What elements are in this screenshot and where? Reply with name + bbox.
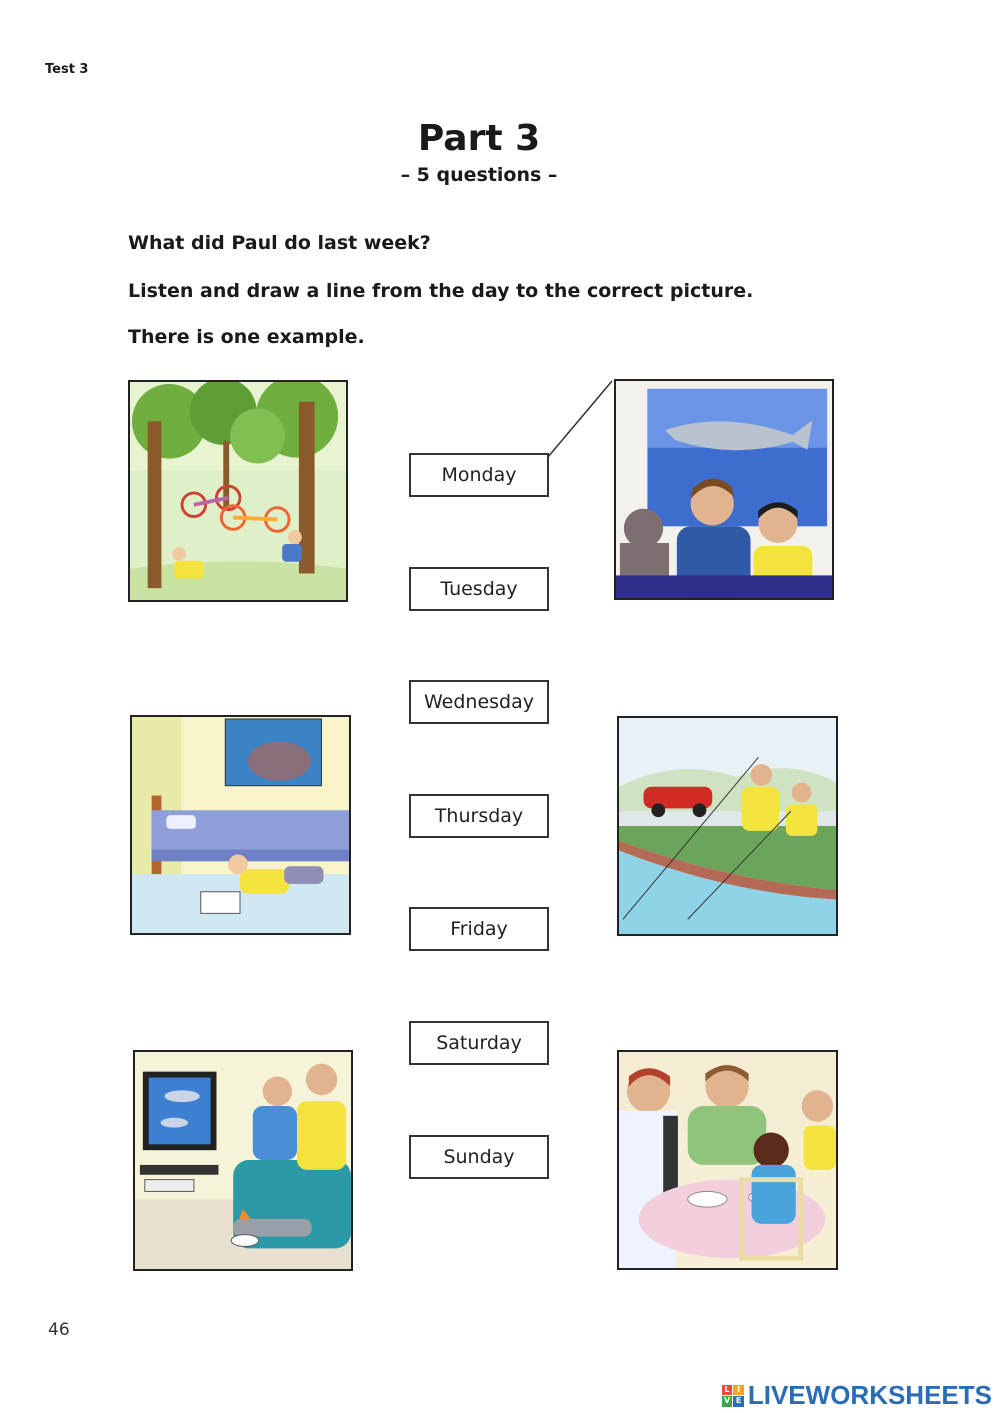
part-title: Part 3 [417, 118, 541, 159]
playing-video-games-icon [135, 1052, 351, 1269]
day-box-wednesday[interactable]: Wednesday [409, 680, 549, 724]
task-instruction: Listen and draw a line from the day to the correct picture. [128, 280, 754, 302]
fishing-by-river-icon [619, 718, 836, 934]
test-label: Test 3 [45, 62, 89, 77]
picture-bedroom-reading[interactable] [130, 715, 351, 935]
logo-mark-icon: L I V E [722, 1385, 744, 1407]
picture-aquarium[interactable] [614, 379, 834, 600]
day-box-friday[interactable]: Friday [409, 907, 549, 951]
day-box-tuesday[interactable]: Tuesday [409, 567, 549, 611]
page-number: 46 [48, 1320, 70, 1340]
liveworksheets-logo [722, 1380, 992, 1411]
example-note: There is one example. [128, 326, 365, 348]
example-connector-line [540, 375, 620, 465]
logo-text: LIVEWORKSHEETS [747, 1380, 992, 1410]
watching-shark-at-aquarium-icon [616, 381, 832, 598]
day-box-monday[interactable]: Monday [409, 453, 549, 497]
day-box-saturday[interactable]: Saturday [409, 1021, 549, 1065]
day-box-thursday[interactable]: Thursday [409, 794, 549, 838]
family-eating-dinner-icon [619, 1052, 836, 1268]
picture-video-game[interactable] [133, 1050, 353, 1271]
day-box-sunday[interactable]: Sunday [409, 1135, 549, 1179]
picture-fishing[interactable] [617, 716, 838, 936]
picture-park-bikes[interactable] [128, 380, 348, 602]
question-text: What did Paul do last week? [128, 232, 431, 254]
picture-family-dinner[interactable] [617, 1050, 838, 1270]
boy-reading-on-bedroom-floor-icon [132, 717, 349, 933]
boys-resting-in-park-with-bikes-icon [130, 382, 346, 600]
part-subtitle: – 5 questions – [400, 164, 558, 186]
